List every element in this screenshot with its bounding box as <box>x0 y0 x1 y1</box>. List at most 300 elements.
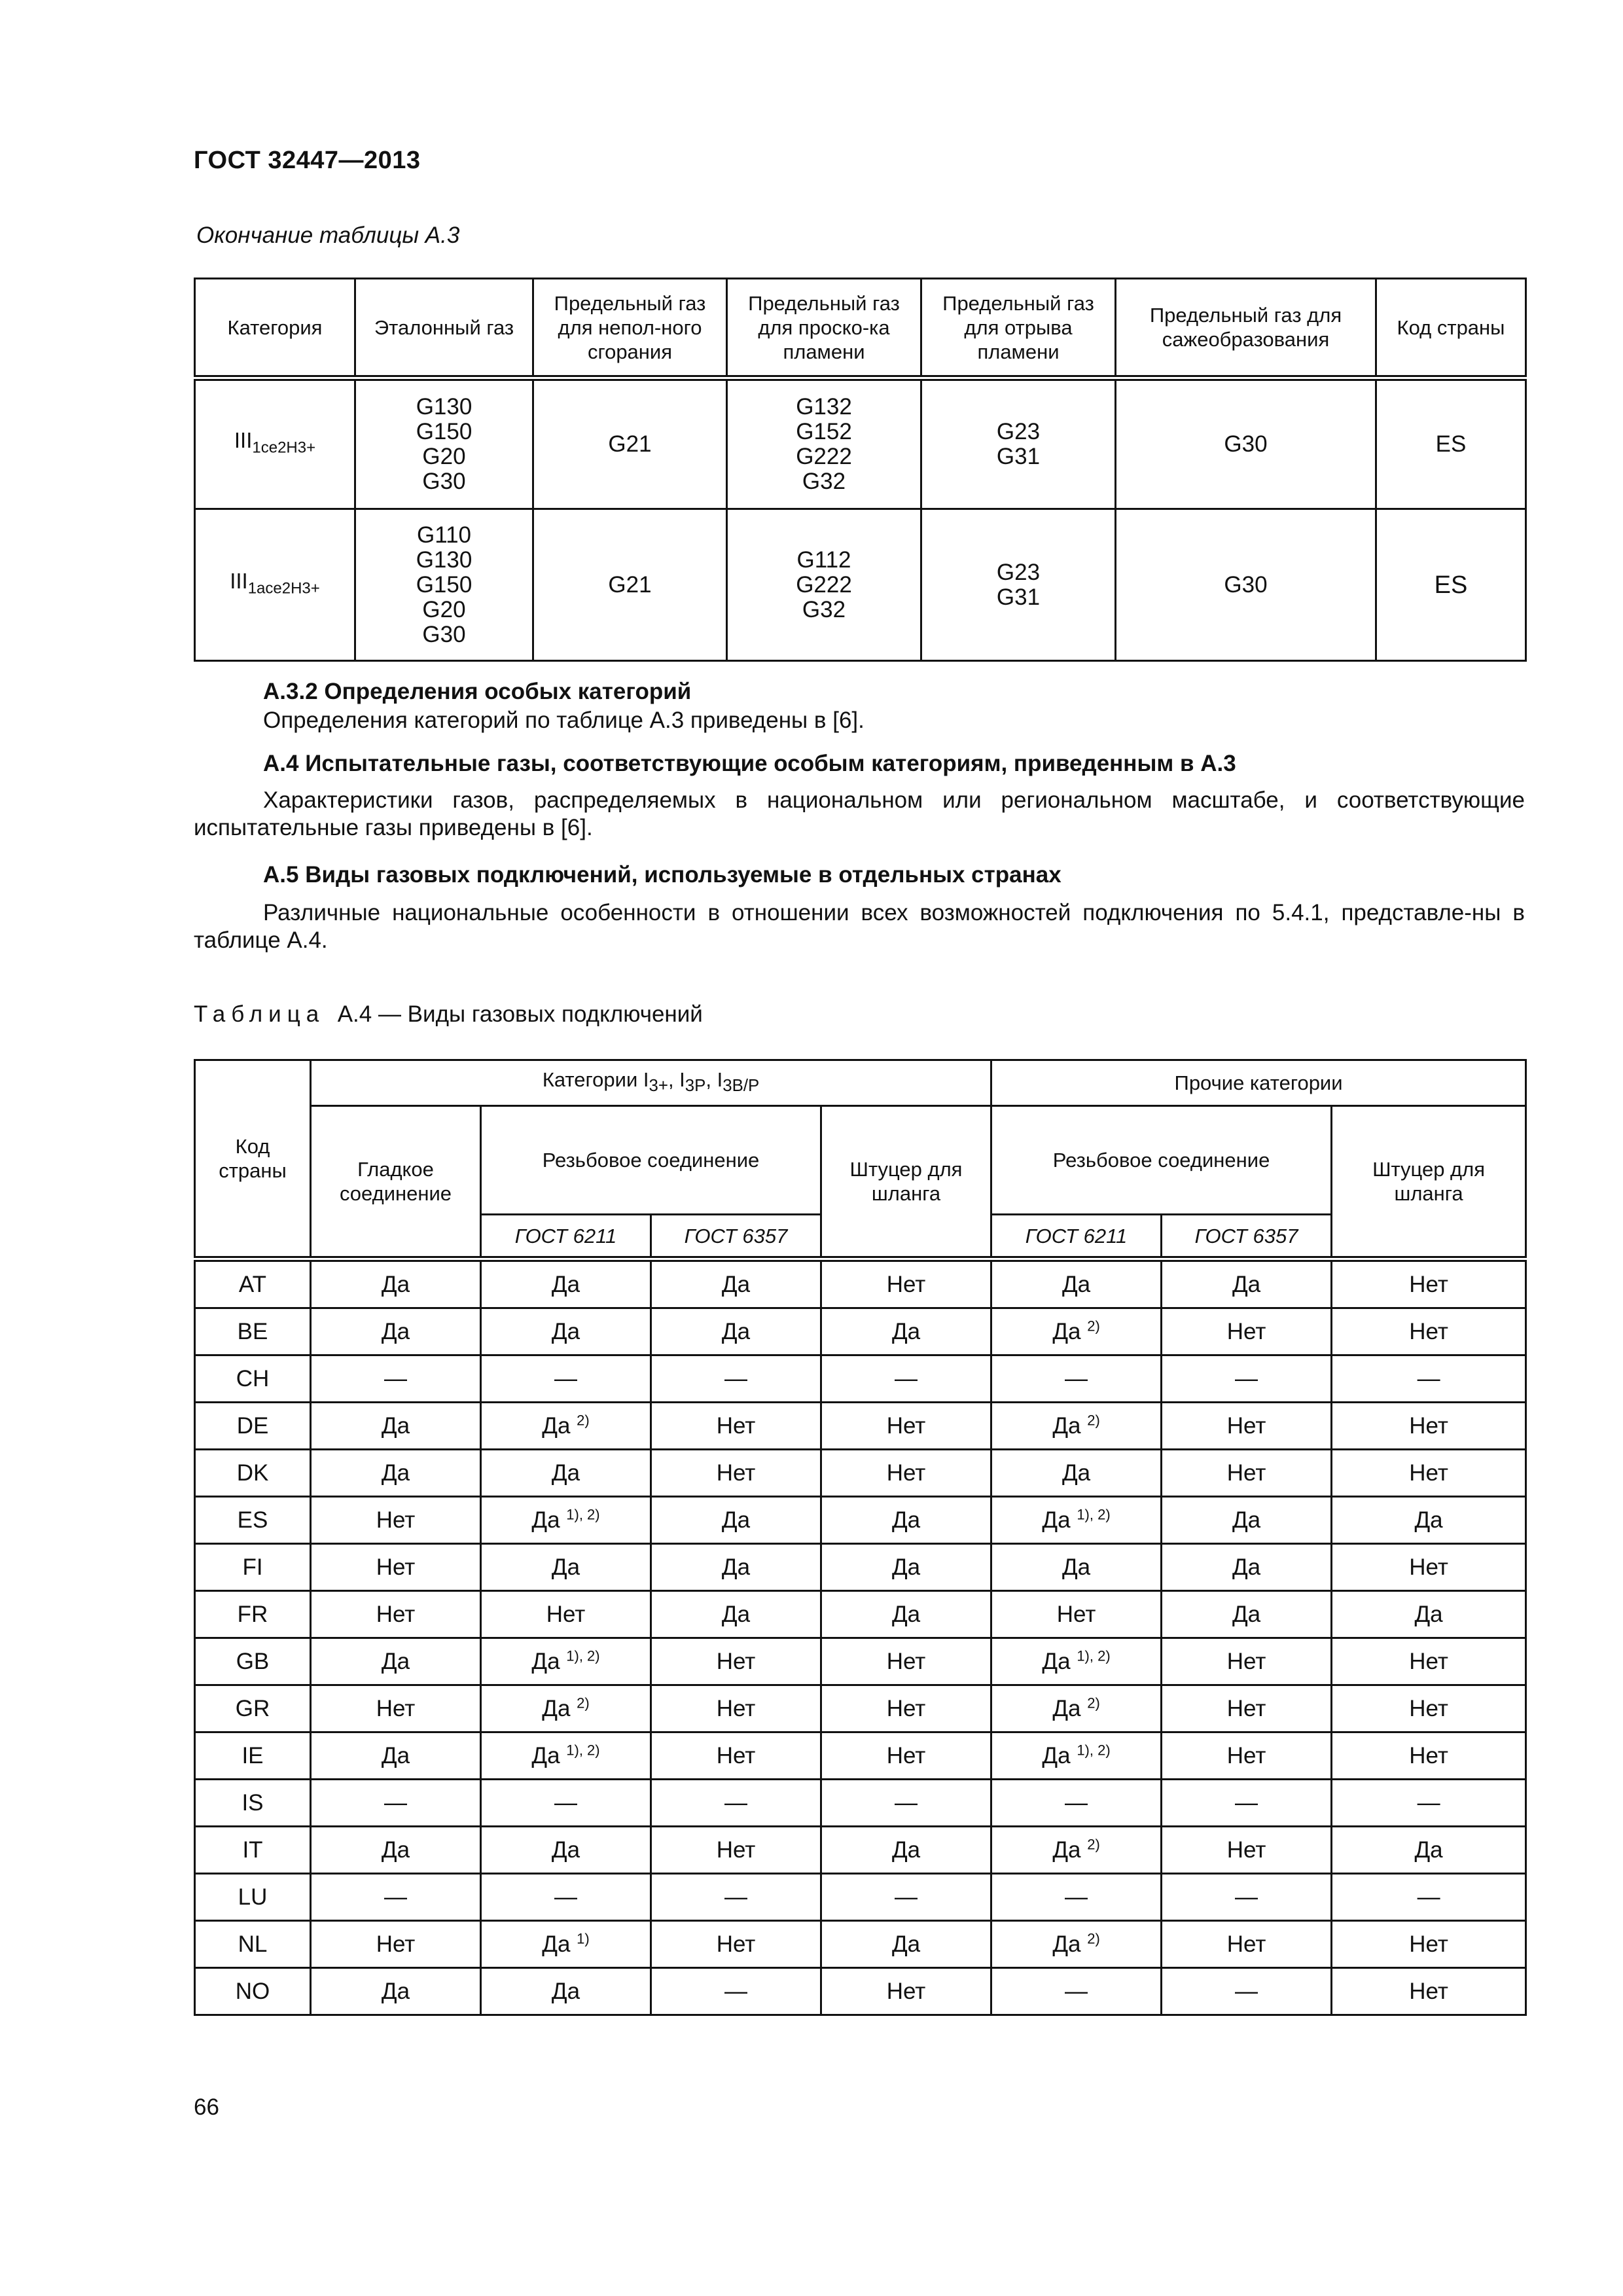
col-incomplete-combustion-gas: Предельный газ для непол-ного сгорания <box>533 279 727 378</box>
cell-value: Да <box>891 1318 921 1344</box>
cell-value: Нет <box>1409 1648 1448 1674</box>
table-row <box>195 1732 1526 1780</box>
section-a32-title: А.3.2 Определения особых категорий <box>263 679 692 704</box>
cell-value: Да <box>531 1742 560 1768</box>
footnote-ref: 2) <box>1087 1317 1100 1334</box>
hose-cell <box>821 1355 991 1403</box>
cell-value: Нет <box>1409 1931 1448 1957</box>
cell-value: Нет <box>376 1507 416 1533</box>
other-thread-6211-cell <box>991 1968 1162 2015</box>
other-thread-6211-cell <box>991 1403 1162 1450</box>
cell-value: Да <box>891 1837 921 1863</box>
thread-6211-cell <box>481 1544 651 1591</box>
thread-6357-cell <box>651 1968 821 2015</box>
category-cell: $III_{1ace2H3+}$ <box>195 509 355 661</box>
other-hose-cell <box>1332 1921 1526 1968</box>
other-thread-6211-cell <box>991 1780 1162 1827</box>
other-hose-cell <box>1332 1544 1526 1591</box>
cell-value: Нет <box>1409 1460 1448 1486</box>
other-thread-6357-cell <box>1162 1968 1332 2015</box>
footnote-ref: 1), 2) <box>1077 1505 1111 1522</box>
cell-value: Да <box>1414 1601 1443 1627</box>
cell-value: — <box>554 1789 577 1816</box>
thread-6357-cell <box>651 1259 821 1308</box>
smooth-cell <box>311 1968 481 2015</box>
cell-value: Да <box>1061 1271 1091 1297</box>
incomplete-gas-cell: G21 <box>533 378 727 509</box>
cell-value: Нет <box>546 1601 586 1627</box>
thread-6357-cell <box>651 1450 821 1497</box>
cell-value: Нет <box>1409 1742 1448 1768</box>
col-flashback-gas: Предельный газ для проско-ка пламени <box>727 279 921 378</box>
cell-value: Да <box>551 1554 580 1580</box>
cell-value: Нет <box>1226 1931 1266 1957</box>
country-code-cell: BE <box>195 1308 311 1355</box>
table-row <box>195 1685 1526 1732</box>
cell-value: Нет <box>1409 1271 1448 1297</box>
cell-value: — <box>724 1789 747 1816</box>
other-thread-6357-cell <box>1162 1685 1332 1732</box>
thread-6211-cell <box>481 1685 651 1732</box>
table-row <box>195 1497 1526 1544</box>
cell-value: Да <box>891 1554 921 1580</box>
col-country-code: Код страны <box>1376 279 1526 378</box>
other-thread-6357-cell <box>1162 1591 1332 1638</box>
cell-value: Да <box>1052 1837 1081 1863</box>
cell-value: Нет <box>376 1695 416 1721</box>
table-row <box>195 1544 1526 1591</box>
footnote-ref: 1) <box>577 1929 590 1946</box>
table-row <box>195 1827 1526 1874</box>
table-a4-caption: Таблица А.4 — Виды газовых подключений <box>194 1001 703 1027</box>
smooth-cell <box>311 1780 481 1827</box>
footnote-ref: 1), 2) <box>566 1505 600 1522</box>
cell-value: Да <box>721 1318 751 1344</box>
thread-6211-cell <box>481 1308 651 1355</box>
cell-value: Нет <box>1409 1412 1448 1439</box>
country-code-cell: FI <box>195 1544 311 1591</box>
thread-6211-cell <box>481 1874 651 1921</box>
reference-gas-cell: G110 G130 G150 G20 G30 <box>355 509 533 661</box>
cell-value: Нет <box>1226 1695 1266 1721</box>
cell-value: Да <box>542 1412 571 1439</box>
other-thread-6211-cell <box>991 1591 1162 1638</box>
other-hose-cell <box>1332 1827 1526 1874</box>
footnote-ref: 2) <box>1087 1694 1100 1711</box>
table-row <box>195 1591 1526 1638</box>
cell-value: Нет <box>716 1460 756 1486</box>
cell-value: — <box>1065 1978 1088 2004</box>
smooth-cell <box>311 1497 481 1544</box>
other-thread-6211-cell <box>991 1450 1162 1497</box>
cell-value: Да <box>1232 1271 1261 1297</box>
cell-value: Нет <box>886 1695 926 1721</box>
other-thread-6211-cell <box>991 1259 1162 1308</box>
country-code-cell: ES <box>1376 378 1526 509</box>
thread-6357-cell <box>651 1591 821 1638</box>
other-hose-cell <box>1332 1968 1526 2015</box>
hose-cell <box>821 1308 991 1355</box>
table-a3 <box>194 278 1527 662</box>
cell-value: Да <box>721 1271 751 1297</box>
other-thread-6357-cell <box>1162 1450 1332 1497</box>
cell-value: — <box>895 1365 918 1391</box>
thread-6211-cell <box>481 1638 651 1685</box>
thread-6211-cell <box>481 1450 651 1497</box>
hose-cell <box>821 1497 991 1544</box>
cell-value: Нет <box>886 1412 926 1439</box>
cell-value: — <box>724 1365 747 1391</box>
category-cell: $III_{1ce2H3+}$ <box>195 378 355 509</box>
country-code-cell: IE <box>195 1732 311 1780</box>
other-thread-6211-cell <box>991 1308 1162 1355</box>
other-hose-cell <box>1332 1638 1526 1685</box>
thread-6357-cell <box>651 1921 821 1968</box>
table-a3-header-row <box>195 279 1526 378</box>
col-group-other-categories: Прочие категории <box>991 1060 1526 1106</box>
smooth-cell <box>311 1921 481 1968</box>
table-row <box>195 1308 1526 1355</box>
col-reference-gas: Эталонный газ <box>355 279 533 378</box>
other-hose-cell <box>1332 1259 1526 1308</box>
cell-value: Да <box>1232 1601 1261 1627</box>
cell-value: — <box>384 1365 407 1391</box>
cell-value: — <box>1417 1365 1440 1391</box>
cell-value: Да <box>721 1554 751 1580</box>
footnote-ref: 2) <box>1087 1411 1100 1428</box>
cell-value: Нет <box>1226 1412 1266 1439</box>
col-gost-6211-other: ГОСТ 6211 <box>991 1215 1162 1259</box>
table-row <box>195 1403 1526 1450</box>
hose-cell <box>821 1638 991 1685</box>
cell-value: — <box>1235 1789 1258 1816</box>
document-header: ГОСТ 32447—2013 <box>194 147 421 174</box>
other-hose-cell <box>1332 1308 1526 1355</box>
cell-value: Да <box>891 1507 921 1533</box>
reference-gas-cell: G130 G150 G20 G30 <box>355 378 533 509</box>
hose-cell <box>821 1259 991 1308</box>
other-thread-6357-cell <box>1162 1355 1332 1403</box>
flashback-gas-cell: G112 G222 G32 <box>727 509 921 661</box>
cell-value: Нет <box>886 1271 926 1297</box>
smooth-cell <box>311 1544 481 1591</box>
cell-value: Да <box>891 1601 921 1627</box>
cell-value: Да <box>381 1318 410 1344</box>
other-thread-6357-cell <box>1162 1638 1332 1685</box>
thread-6211-cell <box>481 1827 651 1874</box>
cell-value: Нет <box>716 1412 756 1439</box>
cell-value: Нет <box>1226 1318 1266 1344</box>
table-a4-header-row-2 <box>195 1106 1526 1215</box>
cell-value: — <box>1065 1789 1088 1816</box>
thread-6211-cell <box>481 1403 651 1450</box>
footnote-ref: 2) <box>1087 1835 1100 1852</box>
cell-value: Да <box>551 1271 580 1297</box>
section-a4-text: Характеристики газов, распределяемых в национальном или региональном масштабе, и соответствующие испытательные газы приведены в [6]. <box>194 787 1525 840</box>
smooth-cell <box>311 1638 481 1685</box>
thread-6211-cell <box>481 1591 651 1638</box>
country-code-cell: NL <box>195 1921 311 1968</box>
cell-value: Да <box>721 1601 751 1627</box>
other-hose-cell <box>1332 1497 1526 1544</box>
cell-value: Нет <box>886 1978 926 2004</box>
col-sooting-gas: Предельный газ для сажеобразования <box>1116 279 1376 378</box>
other-thread-6357-cell <box>1162 1732 1332 1780</box>
liftoff-gas-cell: G23 G31 <box>921 509 1116 661</box>
cell-value: Да <box>381 1460 410 1486</box>
col-gost-6357: ГОСТ 6357 <box>651 1215 821 1259</box>
cell-value: Да <box>1042 1507 1071 1533</box>
cell-value: Да <box>551 1460 580 1486</box>
country-code-cell: CH <box>195 1355 311 1403</box>
col-gost-6211: ГОСТ 6211 <box>481 1215 651 1259</box>
cell-value: Да <box>551 1837 580 1863</box>
cell-value: Да <box>1414 1837 1443 1863</box>
hose-cell <box>821 1544 991 1591</box>
other-thread-6357-cell <box>1162 1544 1332 1591</box>
cell-value: Да <box>1042 1742 1071 1768</box>
other-thread-6357-cell <box>1162 1403 1332 1450</box>
cell-value: Да <box>381 1648 410 1674</box>
table-row <box>195 1968 1526 2015</box>
cell-value: Да <box>1042 1648 1071 1674</box>
table-row <box>195 1638 1526 1685</box>
other-thread-6357-cell <box>1162 1259 1332 1308</box>
other-thread-6357-cell <box>1162 1780 1332 1827</box>
hose-cell <box>821 1685 991 1732</box>
other-thread-6211-cell <box>991 1827 1162 1874</box>
smooth-cell <box>311 1732 481 1780</box>
section-a4-title: А.4 Испытательные газы, соответствующие особым категориям, приведенным в А.3 <box>263 751 1236 776</box>
other-thread-6211-cell <box>991 1732 1162 1780</box>
cell-value: — <box>1235 1365 1258 1391</box>
other-hose-cell <box>1332 1450 1526 1497</box>
footnote-ref: 1), 2) <box>566 1647 600 1664</box>
col-hose-nozzle-other: Штуцер для шланга <box>1332 1106 1526 1259</box>
other-hose-cell <box>1332 1685 1526 1732</box>
thread-6357-cell <box>651 1355 821 1403</box>
cell-value: — <box>724 1884 747 1910</box>
cell-value: Да <box>381 1271 410 1297</box>
cell-value: — <box>895 1789 918 1816</box>
thread-6211-cell <box>481 1355 651 1403</box>
other-hose-cell <box>1332 1403 1526 1450</box>
page-number: 66 <box>194 2094 219 2120</box>
cell-value: — <box>1235 1978 1258 2004</box>
cell-value: Да <box>721 1507 751 1533</box>
thread-6357-cell <box>651 1685 821 1732</box>
cell-value: Да <box>1052 1695 1081 1721</box>
other-thread-6357-cell <box>1162 1497 1332 1544</box>
other-thread-6211-cell <box>991 1874 1162 1921</box>
table-row <box>195 1921 1526 1968</box>
cell-value: Да <box>551 1978 580 2004</box>
table-a4 <box>194 1059 1527 2016</box>
liftoff-gas-cell: G23 G31 <box>921 378 1116 509</box>
country-code-cell: FR <box>195 1591 311 1638</box>
other-thread-6211-cell <box>991 1921 1162 1968</box>
cell-value: Да <box>542 1931 571 1957</box>
other-hose-cell <box>1332 1591 1526 1638</box>
cell-value: Нет <box>1056 1601 1096 1627</box>
cell-value: Да <box>1232 1554 1261 1580</box>
cell-value: Нет <box>1226 1742 1266 1768</box>
hose-cell <box>821 1403 991 1450</box>
col-hose-nozzle: Штуцер для шланга <box>821 1106 991 1259</box>
cell-value: — <box>1235 1884 1258 1910</box>
thread-6357-cell <box>651 1874 821 1921</box>
country-code-cell: IT <box>195 1827 311 1874</box>
cell-value: Да <box>1061 1460 1091 1486</box>
cell-value: Нет <box>716 1931 756 1957</box>
cell-value: — <box>384 1789 407 1816</box>
cell-value: Нет <box>1226 1648 1266 1674</box>
col-country-code: Код страны <box>195 1060 311 1259</box>
table-row <box>195 1780 1526 1827</box>
cell-value: Нет <box>886 1460 926 1486</box>
other-thread-6357-cell <box>1162 1921 1332 1968</box>
hose-cell <box>821 1780 991 1827</box>
cell-value: Нет <box>376 1554 416 1580</box>
footnote-ref: 1), 2) <box>566 1741 600 1758</box>
cell-value: Нет <box>1226 1837 1266 1863</box>
footnote-ref: 1), 2) <box>1077 1741 1111 1758</box>
other-thread-6357-cell <box>1162 1308 1332 1355</box>
cell-value: — <box>554 1884 577 1910</box>
smooth-cell <box>311 1685 481 1732</box>
cell-value: — <box>895 1884 918 1910</box>
footnote-ref: 2) <box>1087 1929 1100 1946</box>
other-hose-cell <box>1332 1874 1526 1921</box>
cell-value: Да <box>551 1318 580 1344</box>
country-code-cell: ES <box>195 1497 311 1544</box>
cell-value: — <box>384 1884 407 1910</box>
col-group-categories-i3: Категории $I_{3+}$, $I_{3P}$, $I_{3B/P}$ <box>311 1060 991 1106</box>
thread-6357-cell <box>651 1827 821 1874</box>
hose-cell <box>821 1732 991 1780</box>
cell-value: Да <box>1061 1554 1091 1580</box>
thread-6357-cell <box>651 1638 821 1685</box>
col-threaded-connection: Резьбовое соединение <box>481 1106 821 1215</box>
cell-value: Нет <box>376 1601 416 1627</box>
smooth-cell <box>311 1874 481 1921</box>
cell-value: Нет <box>886 1648 926 1674</box>
cell-value: — <box>554 1365 577 1391</box>
other-thread-6357-cell <box>1162 1827 1332 1874</box>
smooth-cell <box>311 1308 481 1355</box>
cell-value: — <box>1065 1365 1088 1391</box>
cell-value: Нет <box>886 1742 926 1768</box>
cell-value: Да <box>1232 1507 1261 1533</box>
table-row <box>195 1450 1526 1497</box>
cell-value: Да <box>531 1648 560 1674</box>
cell-value: Нет <box>1409 1978 1448 2004</box>
smooth-cell <box>311 1355 481 1403</box>
thread-6211-cell <box>481 1968 651 2015</box>
col-category: Категория <box>195 279 355 378</box>
country-code-cell: DE <box>195 1403 311 1450</box>
table-row <box>195 1874 1526 1921</box>
cell-value: Нет <box>1409 1554 1448 1580</box>
thread-6211-cell <box>481 1259 651 1308</box>
country-code-cell: GR <box>195 1685 311 1732</box>
section-a5-title: А.5 Виды газовых подключений, используемые в отдельных странах <box>263 862 1061 888</box>
table-a4-body <box>195 1259 1526 2015</box>
thread-6211-cell <box>481 1497 651 1544</box>
smooth-cell <box>311 1450 481 1497</box>
cell-value: Нет <box>1226 1460 1266 1486</box>
thread-6357-cell <box>651 1780 821 1827</box>
country-code-cell: AT <box>195 1259 311 1308</box>
other-hose-cell <box>1332 1780 1526 1827</box>
other-thread-6211-cell <box>991 1497 1162 1544</box>
smooth-cell <box>311 1403 481 1450</box>
smooth-cell <box>311 1591 481 1638</box>
thread-6211-cell <box>481 1921 651 1968</box>
thread-6357-cell <box>651 1544 821 1591</box>
hose-cell <box>821 1874 991 1921</box>
country-code-cell: DK <box>195 1450 311 1497</box>
cell-value: Нет <box>716 1742 756 1768</box>
footnote-ref: 1), 2) <box>1077 1647 1111 1664</box>
country-code-cell: ES <box>1376 509 1526 661</box>
thread-6357-cell <box>651 1732 821 1780</box>
cell-value: Нет <box>716 1648 756 1674</box>
cell-value: Да <box>531 1507 560 1533</box>
incomplete-gas-cell: G21 <box>533 509 727 661</box>
cell-value: Да <box>381 1978 410 2004</box>
cell-value: Да <box>1414 1507 1443 1533</box>
table-a4-header-row-1 <box>195 1060 1526 1106</box>
sooting-gas-cell: G30 <box>1116 378 1376 509</box>
table-row <box>195 509 1526 661</box>
other-hose-cell <box>1332 1355 1526 1403</box>
other-thread-6211-cell <box>991 1638 1162 1685</box>
other-thread-6357-cell <box>1162 1874 1332 1921</box>
cell-value: Да <box>1052 1412 1081 1439</box>
hose-cell <box>821 1921 991 1968</box>
cell-value: Да <box>381 1837 410 1863</box>
other-thread-6211-cell <box>991 1544 1162 1591</box>
thread-6357-cell <box>651 1497 821 1544</box>
hose-cell <box>821 1450 991 1497</box>
hose-cell <box>821 1591 991 1638</box>
hose-cell <box>821 1968 991 2015</box>
thread-6357-cell <box>651 1403 821 1450</box>
country-code-cell: NO <box>195 1968 311 2015</box>
table-row <box>195 1355 1526 1403</box>
country-code-cell: IS <box>195 1780 311 1827</box>
cell-value: Нет <box>1409 1695 1448 1721</box>
col-gost-6357-other: ГОСТ 6357 <box>1162 1215 1332 1259</box>
cell-value: Да <box>542 1695 571 1721</box>
cell-value: Да <box>1052 1318 1081 1344</box>
country-code-cell: LU <box>195 1874 311 1921</box>
other-thread-6211-cell <box>991 1355 1162 1403</box>
cell-value: — <box>1417 1884 1440 1910</box>
country-code-cell: GB <box>195 1638 311 1685</box>
other-hose-cell <box>1332 1732 1526 1780</box>
cell-value: — <box>1065 1884 1088 1910</box>
cell-value: Нет <box>376 1931 416 1957</box>
section-a32-text: Определения категорий по таблице А.3 приведены в [6]. <box>263 708 865 733</box>
table-continuation-label: Окончание таблицы А.3 <box>196 223 460 248</box>
smooth-cell <box>311 1827 481 1874</box>
thread-6211-cell <box>481 1732 651 1780</box>
footnote-ref: 2) <box>577 1411 590 1428</box>
hose-cell <box>821 1827 991 1874</box>
thread-6211-cell <box>481 1780 651 1827</box>
